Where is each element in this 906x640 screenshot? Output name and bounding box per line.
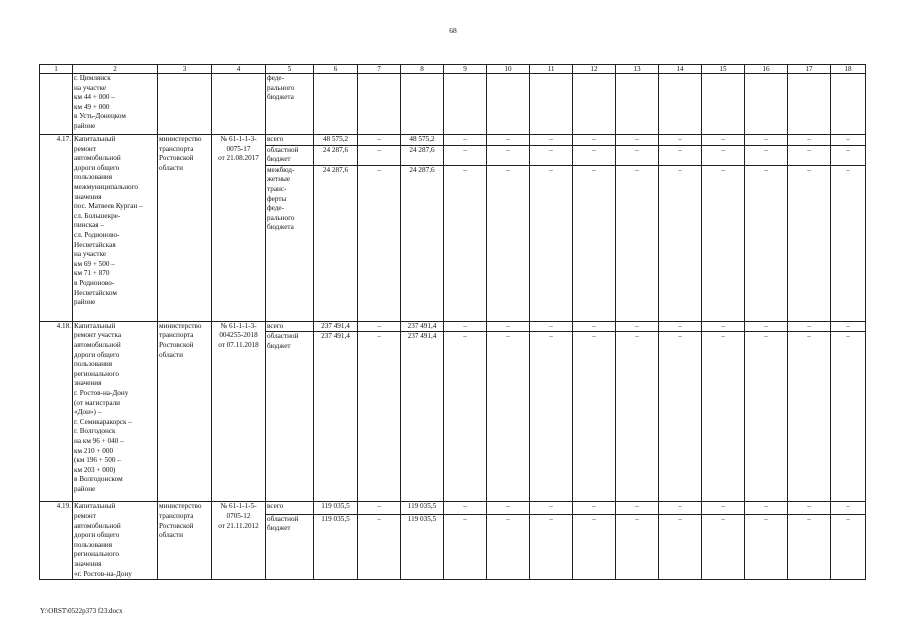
value-cell: – [831,135,866,146]
row-number: 4.18. [40,321,73,502]
value-cell: – [702,502,745,514]
value-cell: – [788,135,831,146]
column-header: 17 [788,65,831,74]
value-cell: – [487,145,530,165]
value-cell: – [831,502,866,514]
value-cell: – [530,321,573,332]
value-cell: – [530,165,573,321]
value-cell: – [659,514,702,580]
value-cell: 24 287,6 [401,165,444,321]
value-total: 24 287,6 [314,165,358,321]
row-number: 4.17. [40,135,73,322]
column-header: 8 [401,65,444,74]
value-cell: – [702,135,745,146]
value-cell: – [702,514,745,580]
column-header: 2 [73,65,158,74]
value-cell: – [616,165,659,321]
funding-source: всего [266,135,314,146]
value-cell: 237 491,4 [401,321,444,332]
value-cell: 237 491,4 [401,332,444,502]
value-cell: – [788,145,831,165]
funding-source: феде- рального бюджета [266,74,314,135]
row-number [40,74,73,135]
column-header: 9 [444,65,487,74]
value-total: 237 491,4 [314,321,358,332]
value-cell: – [487,165,530,321]
column-header: 13 [616,65,659,74]
value-total: 119 035,5 [314,502,358,514]
value-cell: – [573,332,616,502]
value-cell: – [702,321,745,332]
value-cell: – [745,321,788,332]
organization [158,74,212,135]
value-cell: – [659,502,702,514]
value-cell: – [831,514,866,580]
value-cell: – [530,514,573,580]
value-cell: – [788,514,831,580]
column-header: 1 [40,65,73,74]
value-cell: – [788,332,831,502]
funding-source: всего [266,502,314,514]
funding-source: областной бюджет [266,332,314,502]
value-cell: – [358,332,401,502]
document-ref [212,74,266,135]
funding-source: межбюд- жетные транс- ферты феде- рального бюджета [266,165,314,321]
document-ref: № 61-1-1-3- 004255-2018 от 07.11.2018 [212,321,266,502]
column-header: 11 [530,65,573,74]
value-cell: – [573,321,616,332]
value-cell: 119 035,5 [401,502,444,514]
value-cell: – [487,321,530,332]
value-cell: – [659,135,702,146]
value-cell: – [444,502,487,514]
column-header: 4 [212,65,266,74]
value-cell: 119 035,5 [401,514,444,580]
document-ref: № 61-1-1-5- 0705-12 от 21.11.2012 [212,502,266,580]
value-cell: – [745,514,788,580]
value-cell: – [831,165,866,321]
value-cell: – [444,321,487,332]
column-header: 3 [158,65,212,74]
value-cell: – [358,514,401,580]
organization: министерство транспорта Ростовской области [158,135,212,322]
table-row [40,135,866,146]
value-cell: – [487,332,530,502]
value-cell: – [616,145,659,165]
value-cell: – [745,145,788,165]
value-cell: – [831,321,866,332]
value-cell: – [788,321,831,332]
value-cell: 24 287,6 [401,145,444,165]
budget-table [39,64,866,580]
column-header: 5 [266,65,314,74]
value-total: 119 035,5 [314,514,358,580]
table-row [40,74,866,135]
value-cell: – [530,332,573,502]
value-cell: – [530,135,573,146]
page-number: 68 [449,26,457,35]
table-row [40,321,866,332]
value-cell: – [788,165,831,321]
table-row [40,502,866,514]
value-cell: – [530,502,573,514]
value-cell: – [358,502,401,514]
value-cell: – [659,165,702,321]
funding-source: всего [266,321,314,332]
value-cell: – [444,135,487,146]
value-total: 48 575,2 [314,135,358,146]
footer-file-path: Y:\ORST\0522p373 f23.docx [40,607,123,615]
value-cell: – [659,145,702,165]
value-cell: – [444,332,487,502]
object-name: г. Цимлянск на участке км 44 + 000 – км 49 + 000 в Усть-Донецком районе [73,74,158,135]
value-cell: – [616,332,659,502]
funding-source: областной бюджет [266,145,314,165]
value-cell: – [788,502,831,514]
object-name: Капитальный ремонт участка автомобильной дороги общего пользования регионального значения г. Ростов-на-Дону (от магистрали «Дон») – г. Семикаракорск – г. Волгодонск на км 96 + 040 – км 210 + 000 (км 196 + 500 – км 203 + 000) в Волгодонском районе [73,321,158,502]
value-cell: – [616,321,659,332]
value-cell: – [573,145,616,165]
value-cell: – [487,135,530,146]
value-cell: – [745,135,788,146]
value-cell: – [659,332,702,502]
value-cell: – [573,502,616,514]
column-header: 15 [702,65,745,74]
funding-source: областной бюджет [266,514,314,580]
value-cell: – [444,514,487,580]
column-header: 10 [487,65,530,74]
object-name: Капитальный ремонт автомобильной дороги общего пользования регионального значения «г. Ростов-на-Дону [73,502,158,580]
value-cell: – [358,165,401,321]
value-cell: – [745,502,788,514]
value-cell: – [444,145,487,165]
value-cell: – [702,165,745,321]
value-cell: – [659,321,702,332]
column-header: 6 [314,65,358,74]
value-cell: – [573,514,616,580]
value-cell: – [702,332,745,502]
value-cell: – [616,514,659,580]
column-header: 7 [358,65,401,74]
value-cell: – [358,135,401,146]
value-cell: – [358,145,401,165]
column-header: 18 [831,65,866,74]
header-row [40,65,866,74]
value-cell: 48 575,2 [401,135,444,146]
object-name: Капитальный ремонт автомобильной дороги общего пользования межмуниципального значения пос. Матвеев Курган – сл. Большекре- пинская – сл. Родионово- Несветайская на участке км 69 + 500 – км 71 + 870 в Родионово- Несветайском районе [73,135,158,322]
document-ref: № 61-1-1-3- 0075-17 от 21.08.2017 [212,135,266,322]
value-cell: – [358,321,401,332]
value-cell: – [573,135,616,146]
row-number: 4.19. [40,502,73,580]
value-cell: – [444,165,487,321]
value-cell: – [616,502,659,514]
value-cell: – [831,332,866,502]
value-total: 237 491,4 [314,332,358,502]
column-header: 12 [573,65,616,74]
column-header: 16 [745,65,788,74]
value-cell: – [487,502,530,514]
value-cell: – [573,165,616,321]
value-cell: – [487,514,530,580]
organization: министерство транспорта Ростовской области [158,321,212,502]
value-cell: – [530,145,573,165]
value-cell: – [616,135,659,146]
value-total: 24 287,6 [314,145,358,165]
value-cell: – [745,332,788,502]
value-cell: – [831,145,866,165]
value-cell: – [745,165,788,321]
column-header: 14 [659,65,702,74]
value-cell: – [702,145,745,165]
organization: министерство транспорта Ростовской области [158,502,212,580]
